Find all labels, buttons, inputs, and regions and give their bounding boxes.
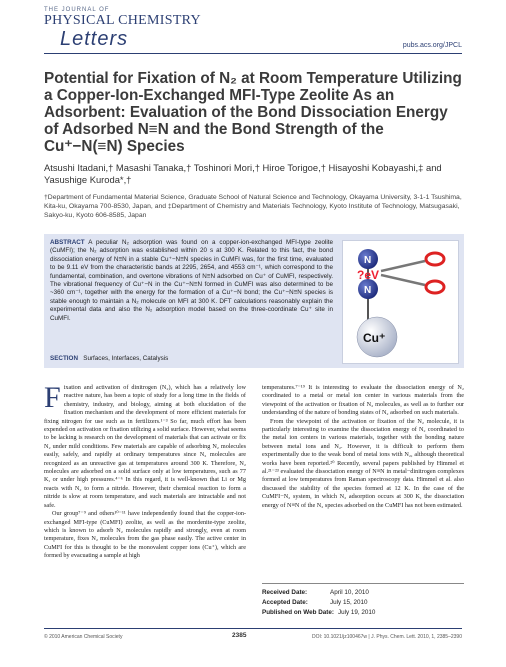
section-text: Surfaces, Interfaces, Catalysis xyxy=(83,355,169,362)
toc-illustration xyxy=(343,241,458,363)
abstract-text: A peculiar N₂ adsorption was found on a copper-ion-exchanged MFI-type zeolite (CuMFI); the N₂ adsorption was established within 20 s at 300 K. Related to this fact, the bond dissociation energy of N≡N in a stable Cu⁺−N≡N species in CuMFI was, for the first time, evaluated to be 9.11 eV from the characteristic bands at 2295, 2654, and 4553 cm⁻¹, which correspond to the fundamental, combination, and overtone vibrations of N≡N adsorbed on Cu⁺ of CuMFI, respectively. The vibrational frequency of Cu⁺−N in the Cu⁺−N≡N formed in CuMFI was also determined to be ~360 cm⁻¹, together with the energy for the formation of a Cu⁺−N bond; the Cu⁺−N≡N species is stable enough to maintain a N₂ molecule on MFI at 300 K. DFT calculations reasonably explain the experimental data and also the N₂ adsorption model based on the three-coordinate Cu⁺ site in CuMFI. xyxy=(50,239,333,322)
scissors-icon xyxy=(381,253,444,293)
paragraph: ixation and activation of dinitrogen (N₂), which has a relatively low reactive nature, has been a topic of study for a long time in the fields of chemistry, industry, and biology, aiming at both elucidation of the fixation mechanism and the development of more efficient materials for fixing nitrogen for use such as in fertilizers.¹⁻³ So far, much effort has been expended on activation or fixation utilizing a solid surface. However, what seems to be lacking is research on the development of materials that can activate or fix N₂ under mild conditions. Few materials are capable of adsorbing N₂ molecules easily, safely, and rapidly at ordinary temperatures since N₂ molecules are recognized as an unreactive gas at temperatures around 300 K. Therefore, N₂ molecules are adsorbed on a solid surface only at low temperatures, such as 77 K, or under high pressures.⁴⁻⁶ In this regard, it is well-known that Li or Mg reacts with N₂ to form a nitride. However, their chemical reaction to form a nitride is slow at room temperature, and such materials are intractable and not safe. xyxy=(44,384,246,509)
accepted-label: Accepted Date: xyxy=(262,599,308,606)
section-label: SECTION xyxy=(50,355,78,362)
paragraph: temperatures.⁷⁻¹⁹ It is interesting to evaluate the dissociation energy of N₂ coordinated to a metal or metal ion center in various materials from the viewpoint of the activation or fixation of N₂ molecules, as well as to further our understanding of the nature of bonding states of N₂ adsorbed on such materials. xyxy=(262,384,464,417)
abstract-label: ABSTRACT xyxy=(50,239,85,246)
accepted-date: July 15, 2010 xyxy=(330,599,368,606)
publication-dates xyxy=(262,588,464,618)
journal-url[interactable]: pubs.acs.org/JPCL xyxy=(402,42,462,49)
paragraph: From the viewpoint of the activation or fixation of the N₂ molecule, it is particularly interesting to examine the dissociation energy of N₂ coordinated to the metal ion centers in various materials, together with the bonding nature between metal ions and N₂. However, it is difficult to perform them experimentally due to the weak bond of metal ions with N₂, although theoretical works have been reported.²⁰ Recently, several papers published by Himmel et al.²¹⁻²³ evaluated the dissociation energy of N≡N in metal−dinitrogen complexes formed at low temperatures from Raman spectroscopy data. Himmel et al. also discussed the stability of the species formed at 12 K. In the case of the CuMFI−N₂ system, in which N₂ adsorption occurs at 300 K, the dissociation energy of N≡N of the N₂ species adsorbed on the CuMFI has not been estimated. xyxy=(262,417,464,509)
paragraph: Our group⁷⁻⁹ and others¹⁰⁻¹¹ have independently found that the copper-ion-exchanged MFI-type (CuMFI) zeolite, as well as the mordenite-type zeolite, which is known to adsorb N₂ molecules rapidly and strongly, even at room temperature, fixes N₂ molecules from the gas phase easily. The active center in CuMFI for this is thought to be the monovalent copper ions (Cu⁺), which are formed by evacuating a sample at high xyxy=(44,510,246,560)
toc-graphic xyxy=(342,240,459,364)
page-number: 2385 xyxy=(232,632,247,639)
body-column-left xyxy=(44,381,246,561)
ev-label: ?eV xyxy=(357,268,380,282)
received-date: April 10, 2010 xyxy=(330,589,369,596)
n-label-top: N xyxy=(364,255,372,266)
doi-citation[interactable]: DOI: 10.1021/jz100467w | J. Phys. Chem. Lett. 2010, 1, 2385–2390 xyxy=(311,634,462,640)
drop-cap: F xyxy=(44,381,61,414)
journal-subname: Letters xyxy=(60,28,129,50)
cu-label: Cu⁺ xyxy=(363,331,386,345)
n-label-bottom: N xyxy=(364,285,372,296)
abstract xyxy=(50,239,333,323)
published-label: Published on Web Date: xyxy=(262,609,334,616)
body-column-right xyxy=(262,384,464,510)
dates-divider xyxy=(262,583,464,584)
published-date: July 19, 2010 xyxy=(337,609,376,616)
journal-prefix: THE JOURNAL OF xyxy=(44,7,110,13)
author-list: Atsushi Itadani,† Masashi Tanaka,† Toshinori Mori,† Hiroe Torigoe,† Hisayoshi Kobayashi,‡ and Yasushige Kuroda*,† xyxy=(44,162,442,185)
received-label: Received Date: xyxy=(262,589,308,596)
affiliations: †Department of Fundamental Material Science, Graduate School of Natural Science and Technology, Okayama University, 3-1-1 Tsushima, Kita-ku, Okayama 700-8530, Japan, and ‡Department of Chemistry and Materials Technology, Kyoto Institute of Technology, Matsugasaki, Sakyo-ku, Kyoto 606-8585, Japan xyxy=(44,194,462,219)
footer-divider xyxy=(44,628,462,629)
article-title: Potential for Fixation of N₂ at Room Temperature Utilizing a Copper-Ion-Exchanged MFI-Type Zeolite As an Adsorbent: Evaluation of the Bond Dissociation Energy of Adsorbed N≡N and the Bond Strength of the Cu⁺−N(≡N) Species xyxy=(44,70,462,155)
copyright: © 2010 American Chemical Society xyxy=(44,634,123,640)
section-line xyxy=(50,355,168,362)
journal-name: PHYSICAL CHEMISTRY xyxy=(44,13,201,28)
header-divider xyxy=(44,53,462,54)
